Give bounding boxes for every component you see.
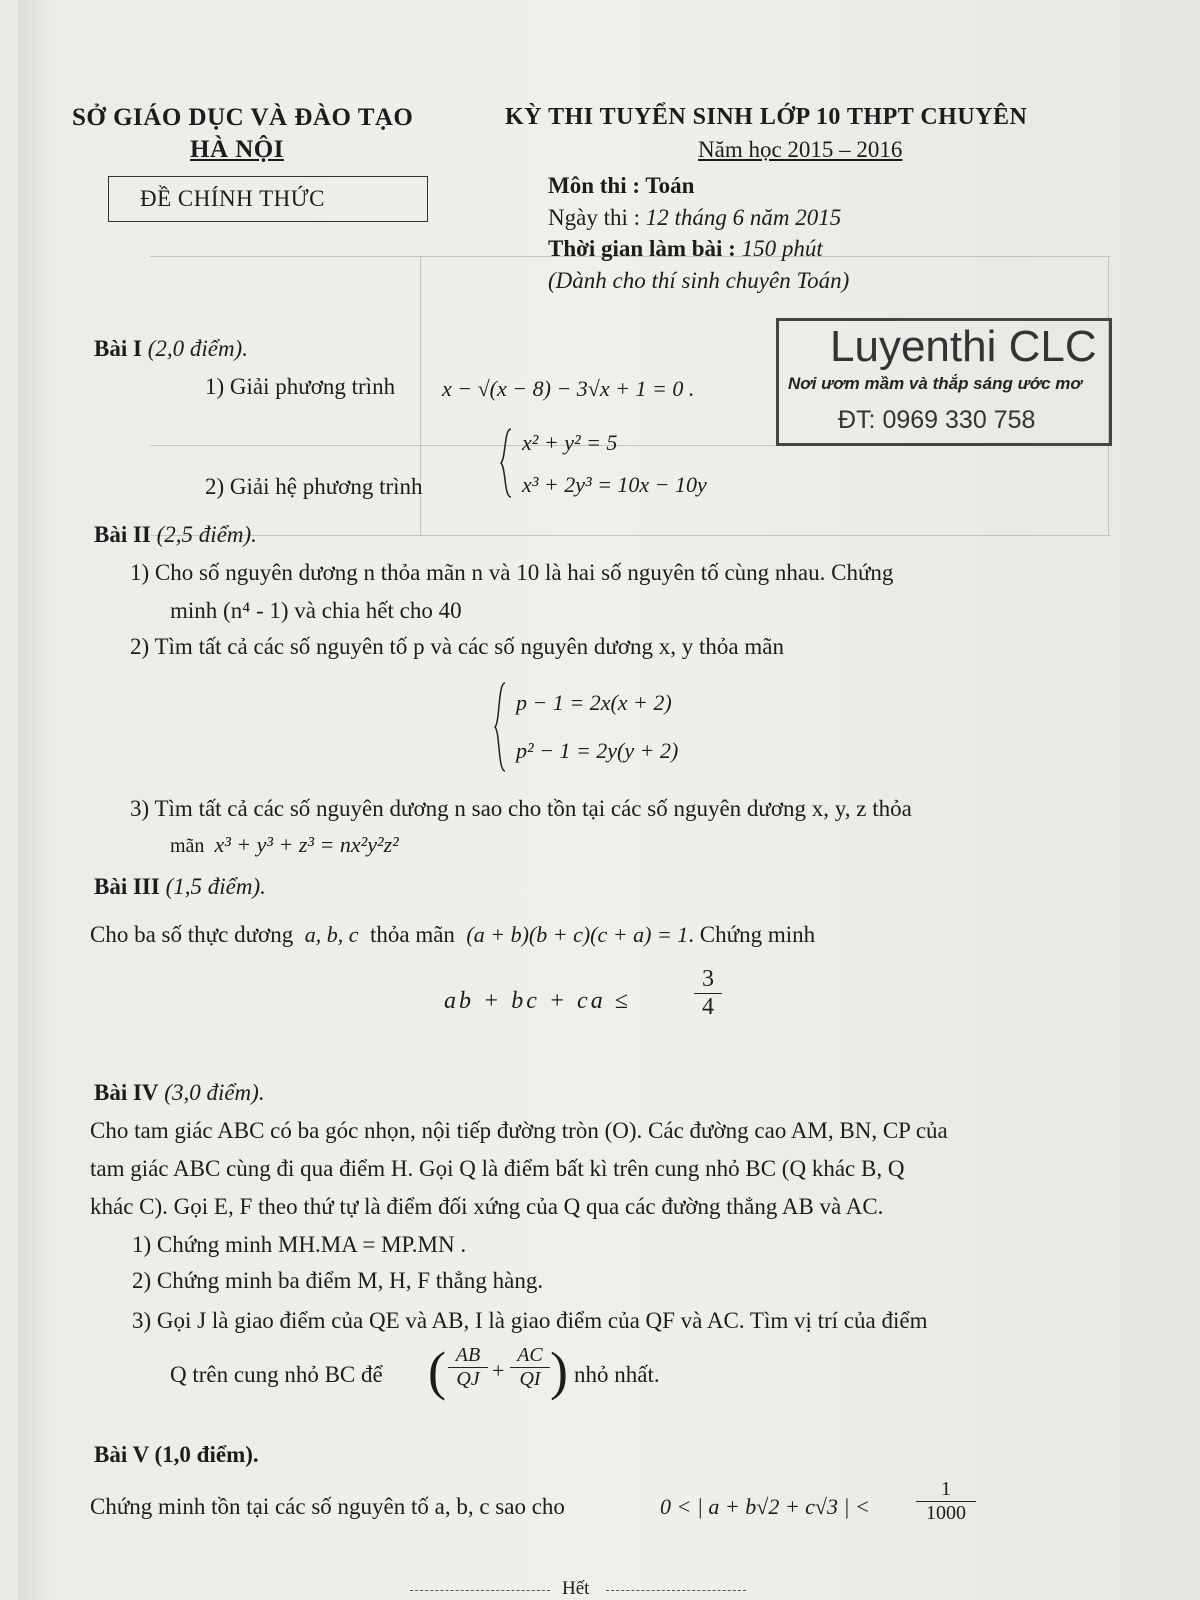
bai1-heading [94,336,248,362]
bai4-q2: 2) Chứng minh ba điểm M, H, F thẳng hàng. [132,1268,544,1293]
bai2-q3-equation: x³ + y³ + z³ = nx²y²z² [214,832,399,857]
bai1-points: (2,0 điểm). [147,336,248,361]
bai4-heading [94,1080,265,1106]
open-paren: ( [428,1341,446,1401]
bai1-title: Bài I [94,336,142,361]
exam-duration-label: Thời gian làm bài : [548,236,742,261]
bai3-heading [94,874,266,900]
bai5-fraction [916,1478,976,1525]
bai3-line-1-e: . Chứng minh [688,922,816,947]
bai4-frac1-num: AB [448,1344,488,1368]
bai5-heading [94,1442,259,1468]
stamp-title: Luyenthi CLC [830,322,1097,371]
exam-duration-value: 150 phút [741,236,823,261]
bai3-line-1 [90,922,815,948]
system-brace-icon [494,682,506,772]
bai5-fraction-num: 1 [916,1478,976,1502]
close-paren: ) [550,1341,568,1401]
bai4-points: (3,0 điểm). [164,1080,265,1105]
bai2-q3-line-2 [170,832,399,858]
exam-date-value: 12 tháng 6 năm 2015 [645,205,842,230]
system-brace-icon [500,428,512,498]
footer-end: Hết [562,1578,590,1599]
bai4-fraction-ac-qi [510,1344,550,1391]
exam-subject: Môn thi : Toán [548,173,695,198]
bai4-line-1: Cho tam giác ABC có ba góc nhọn, nội tiếp đường tròn (O). Các đường cao AM, BN, CP của [90,1118,948,1143]
bai2-title: Bài II [94,522,151,547]
bai3-line-1-c: thỏa mãn [369,922,455,947]
bai4-line-3: khác C). Gọi E, F theo thứ tự là điểm đối xứng của Q qua các đường thẳng AB và AC. [90,1194,884,1219]
stamp-slogan: Nơi ươm mầm và thắp sáng ước mơ [788,374,1082,393]
official-label: ĐỀ CHÍNH THỨC [140,186,325,211]
exam-date-label: Ngày thi : [548,205,646,230]
bai2-q2-equation-1: p − 1 = 2x(x + 2) [516,690,672,715]
bai2-points: (2,5 điểm). [156,522,257,547]
bai2-q2-line: 2) Tìm tất cả các số nguyên tố p và các số nguyên dương x, y thỏa mãn [130,634,784,659]
city-name: HÀ NỘI [190,136,284,163]
bai1-q2-equation-1: x² + y² = 5 [522,430,618,455]
school-year: Năm học 2015 – 2016 [698,137,903,162]
bai5-fraction-den: 1000 [926,1502,966,1524]
bai4-q3-line-1: 3) Gọi J là giao điểm của QE và AB, I là giao điểm của QF và AC. Tìm vị trí của điểm [132,1308,928,1333]
bai2-q3-line-1: 3) Tìm tất cả các số nguyên dương n sao cho tồn tại các số nguyên dương x, y, z thỏa [130,796,912,821]
bai4-title: Bài IV [94,1080,159,1105]
bai4-fraction-ab-qj [448,1344,488,1391]
bai4-q3-line-2: Q trên cung nhỏ BC để [170,1362,383,1387]
footer-rule-left [410,1590,550,1591]
bai3-inequality: ab + bc + ca ≤ [444,988,631,1014]
bai4-q3-line-2-end: nhỏ nhất. [574,1362,660,1387]
department-name: SỞ GIÁO DỤC VÀ ĐÀO TẠO [72,104,414,131]
bai4-frac2-num: AC [510,1344,550,1368]
bleed-through-line [150,535,1110,536]
stamp-phone: ĐT: 0969 330 758 [838,406,1036,434]
bai1-q1-label: 1) Giải phương trình [205,374,396,399]
bai5-expression: 0 < | a + b√2 + c√3 | < [660,1494,870,1519]
bai5-points: (1,0 điểm). [154,1442,259,1467]
bai1-q1-equation: x − √(x − 8) − 3√x + 1 = 0 . [442,376,695,401]
bai3-fraction-num: 3 [694,966,722,994]
bai1-q2-equation-2: x³ + 2y³ = 10x − 10y [522,472,707,497]
bai5-title: Bài V [94,1442,149,1467]
bai3-condition: (a + b)(b + c)(c + a) = 1 [466,922,689,947]
bai4-line-2: tam giác ABC cùng đi qua điểm H. Gọi Q là điểm bất kì trên cung nhỏ BC (Q khác B, Q [90,1156,905,1181]
bai1-q2-label: 2) Giải hệ phương trình [205,474,423,499]
exam-date [548,205,841,231]
exam-audience: (Dành cho thí sinh chuyên Toán) [548,268,850,293]
exam-title: KỲ THI TUYỂN SINH LỚP 10 THPT CHUYÊN [505,104,1028,130]
footer-rule-right [606,1590,746,1591]
bai3-points: (1,5 điểm). [165,874,266,899]
bai2-q2-equation-2: p² − 1 = 2y(y + 2) [516,738,679,763]
bai4-q1: 1) Chứng minh MH.MA = MP.MN . [132,1232,467,1257]
bai4-frac2-den: QI [519,1368,541,1390]
bai3-fraction [694,966,722,1021]
plus-sign: + [492,1358,505,1383]
bai3-fraction-den: 4 [702,994,714,1020]
bai2-q1-line-2: minh (n⁴ - 1) và chia hết cho 40 [170,598,462,623]
bai4-frac1-den: QJ [456,1368,480,1390]
bai2-q3-line-2-text: mãn [170,835,205,857]
bai5-line: Chứng minh tồn tại các số nguyên tố a, b, c sao cho [90,1494,565,1519]
bai3-line-1-a: Cho ba số thực dương [90,922,294,947]
bai3-variables: a, b, c [304,922,359,947]
bai2-q1-line-1: 1) Cho số nguyên dương n thỏa mãn n và 10 là hai số nguyên tố cùng nhau. Chứng [130,560,894,585]
exam-duration [548,236,823,262]
bai3-title: Bài III [94,874,160,899]
bai2-heading [94,522,257,548]
